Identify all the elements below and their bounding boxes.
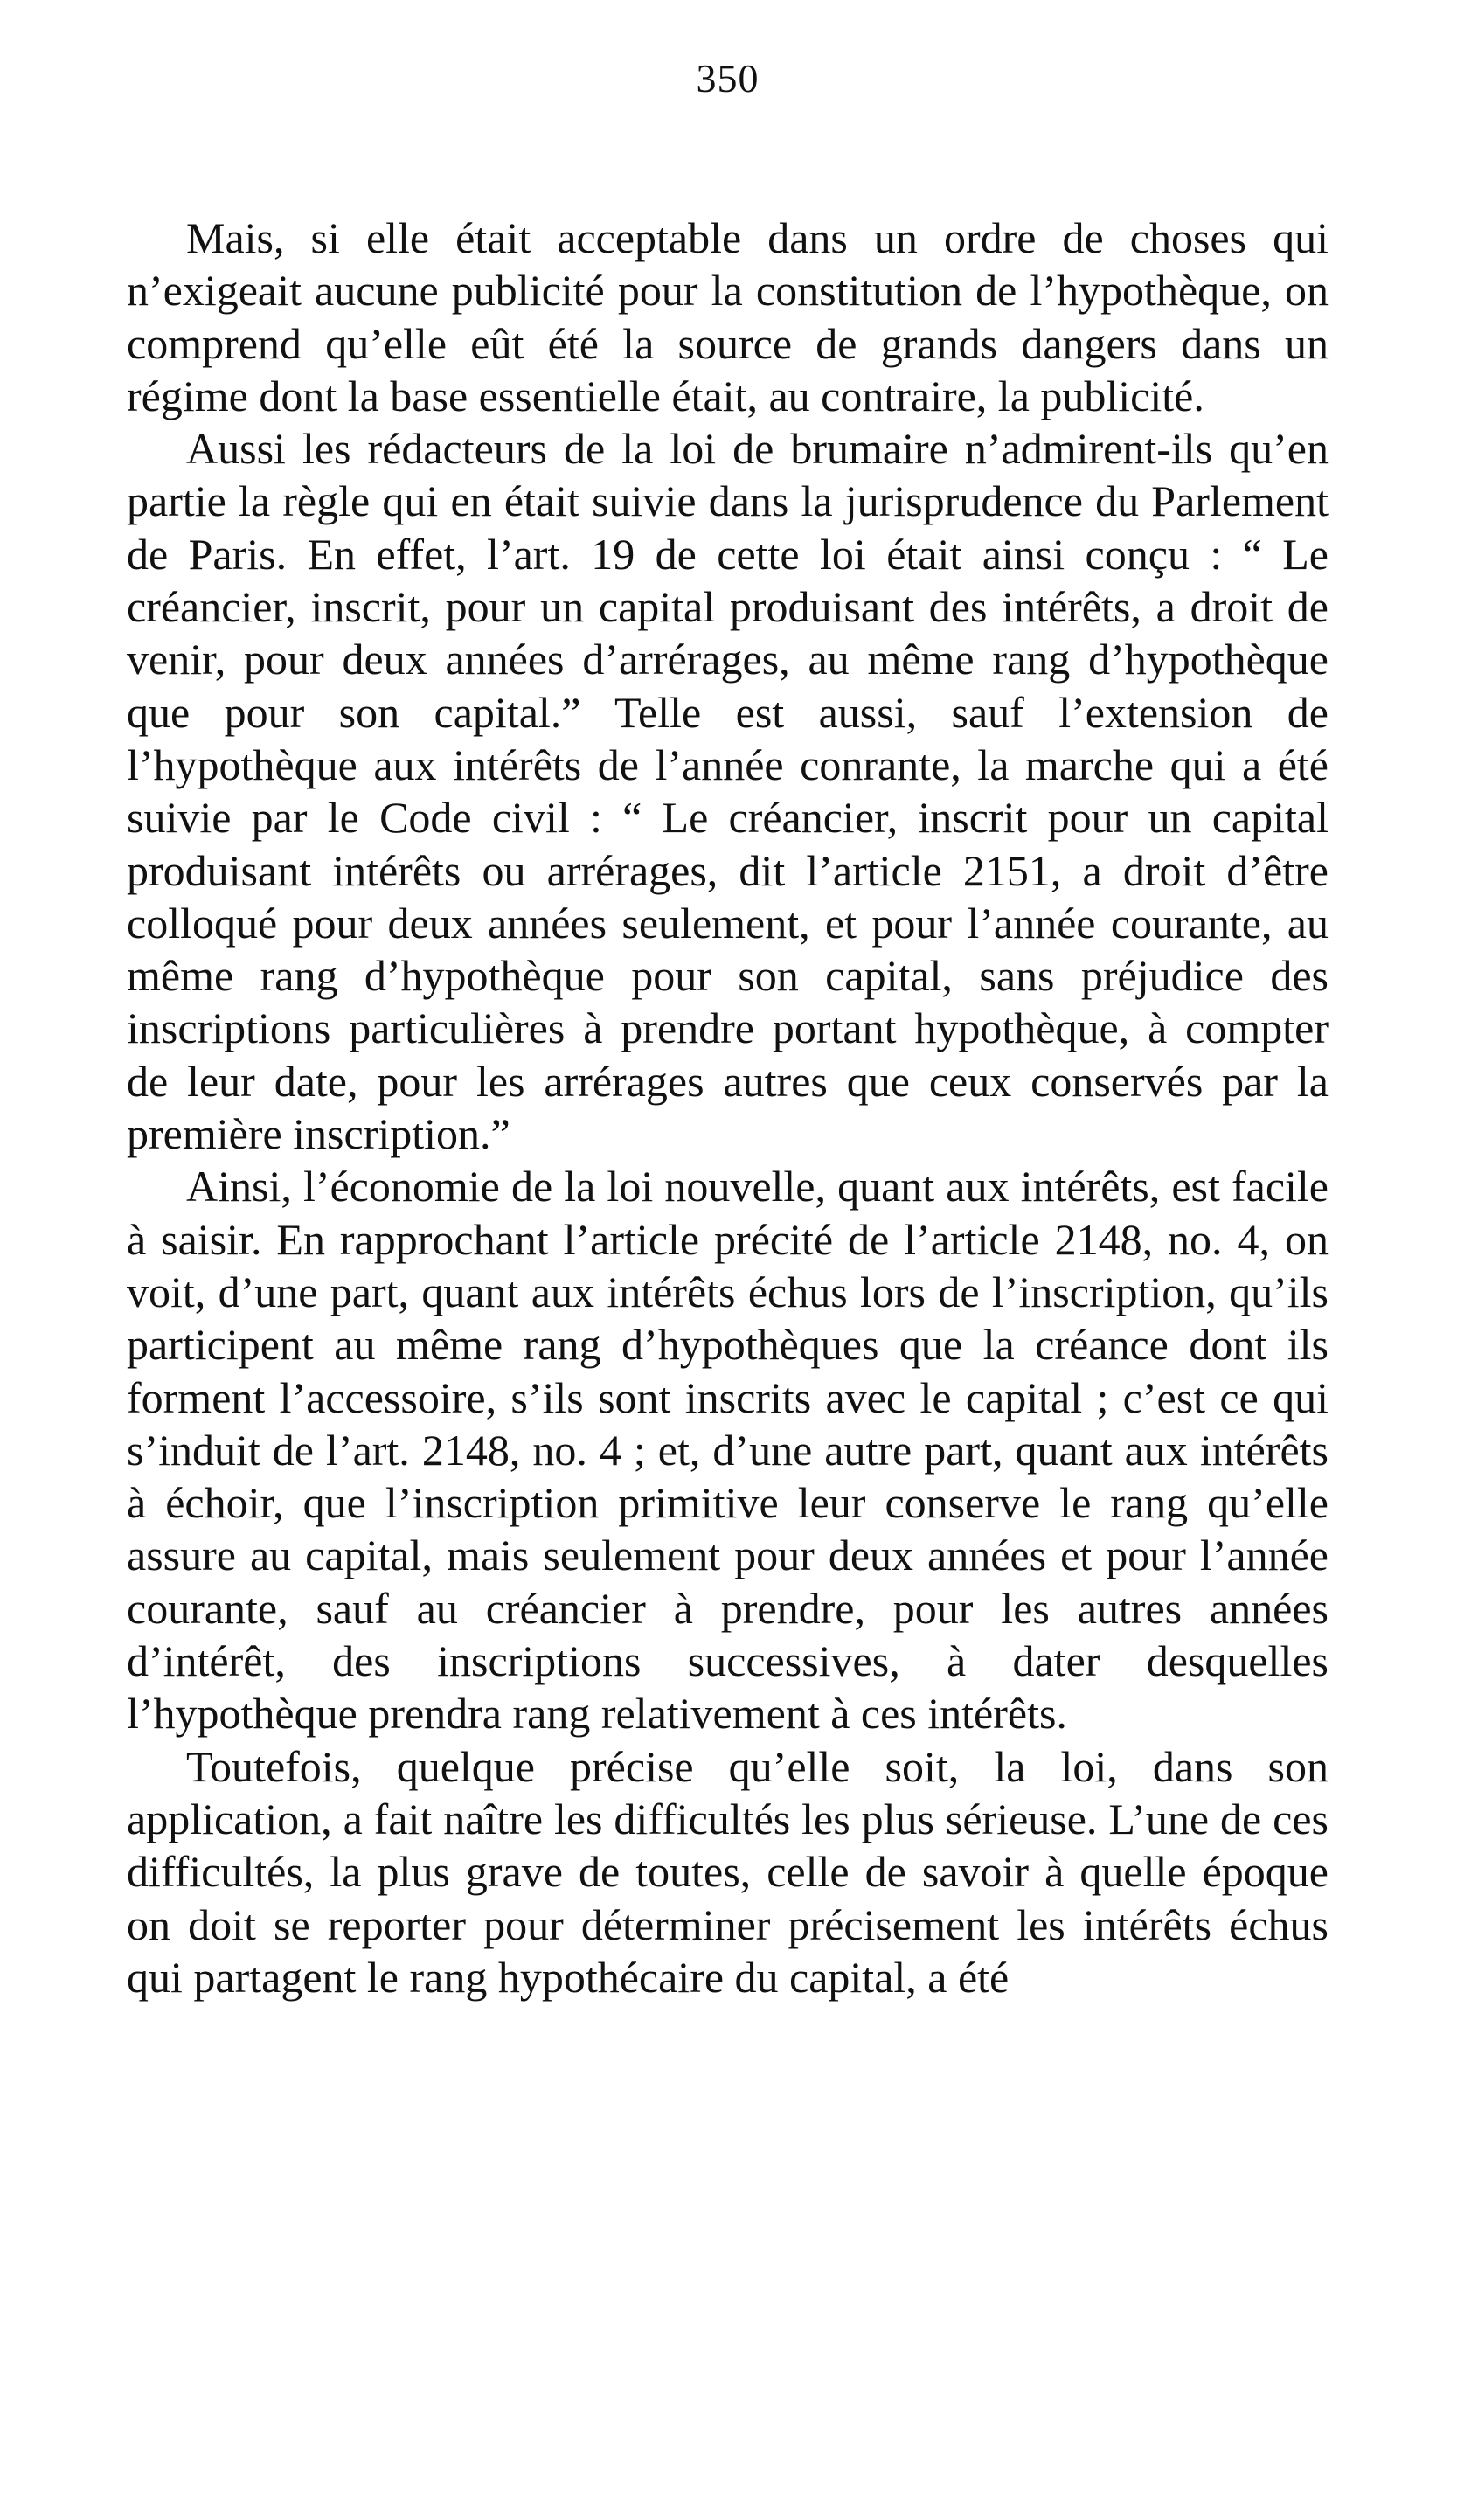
paragraph-loi-brumaire: Aussi les rédacteurs de la loi de brumaire n’admirent-ils qu’en partie la règle qui en était suivie dans la jurisprudence du Parlement de Paris. En effet, l’art. 19 de cette loi était ainsi conçu : “ Le créancier, inscrit, pour un capital produisant des intérêts, a droit de venir, pour deux années d’arrérages, au même rang d’hypothèque que pour son capital.” Telle est aussi, sauf l’extension de l’hypothèque aux intérêts de l’année conrante, la marche qui a été suivie par le Code civil : “ Le créancier, inscrit pour un capital produisant intérêts ou arrérages, dit l’article 2151, a droit d’être colloqué pour deux années seulement, et pour l’année courante, au même rang d’hypothèque pour son capital, sans préjudice des inscriptions particulières à prendre portant hypothèque, à compter de leur date, pour les arrérages autres que ceux conservés par la première inscription.”: [127, 424, 1329, 1159]
paragraph-publicite: Mais, si elle était acceptable dans un ordre de choses qui n’exigeait aucune publicité pour la constitution de l’hypothèque, on comprend qu’elle eût été la source de grands dangers dans un régime dont la base essentielle était, au contraire, la publicité.: [127, 213, 1329, 420]
body-text: [127, 212, 1329, 2003]
paragraph-economie-loi: Ainsi, l’économie de la loi nouvelle, quant aux intérêts, est facile à saisir. En rapprochant l’article précité de l’article 2148, no. 4, on voit, d’une part, quant aux intérêts échus lors de l’inscription, qu’ils participent au même rang d’hypothèques que la créance dont ils forment l’accessoire, s’ils sont inscrits avec le capital ; c’est ce qui s’induit de l’art. 2148, no. 4 ; et, d’une autre part, quant aux intérêts à échoir, que l’inscription primitive leur conserve le rang qu’elle assure au capital, mais seulement pour deux années et pour l’année courante, sauf au créancier à prendre, pour les autres années d’intérêt, des inscriptions successives, à dater desquelles l’hypothèque prendra rang relativement à ces intérêts.: [127, 1162, 1329, 1739]
page-number: 350: [696, 56, 760, 101]
paragraph-difficultes: Toutefois, quelque précise qu’elle soit, la loi, dans son application, a fait naître les difficultés les plus sérieuse. L’une de ces difficultés, la plus grave de toutes, celle de savoir à quelle époque on doit se reporter pour déterminer précisement les intérêts échus qui partagent le rang hypothécaire du capital, a été: [127, 1741, 1329, 2002]
book-page: [127, 52, 1329, 2003]
